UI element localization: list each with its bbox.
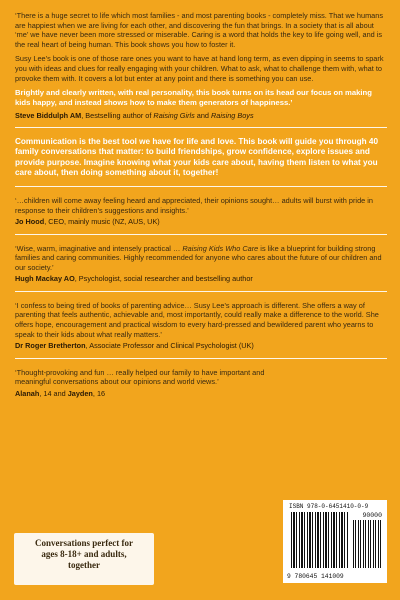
divider bbox=[15, 186, 387, 187]
attrib-name: Alanah bbox=[15, 388, 40, 398]
attrib-role: , 16 bbox=[92, 388, 106, 398]
testimonial-attribution bbox=[15, 274, 387, 283]
attrib-mid: , 14 and bbox=[39, 388, 68, 398]
age-badge bbox=[14, 533, 154, 585]
testimonial-quote: ‘I confess to being tired of books of parenting advice… Susy Lee’s approach is different. She offers a way of parenting that feels authentic, achievable and, most importantly, could really make a difference to the world. She offers hope, encouragement and practical wisdom to every hard-pressed and bewildered parent who yearns to speak to their kids about what really matters.’ bbox=[15, 300, 379, 339]
barcode-number: 9 780645 141009 bbox=[287, 573, 344, 580]
attrib-role: , Associate Professor and Clinical Psychologist (UK) bbox=[85, 341, 254, 351]
intro-paragraph-2: Susy Lee’s book is one of those rare ones you want to have at hand long term, as even dipping in seems to spark you with ideas and clues for really engaging with your children. What to ask, what to challenge them with, what to provoke them with. It covers a lot but enter at any point and there is something you can use. bbox=[15, 54, 384, 83]
divider bbox=[15, 234, 387, 235]
intro-paragraph-1: ‘There is a huge secret to life which most families - and most parenting books - completely miss. That we humans are happiest when we are living for each other, and discovering the fun that brings. In a society that is all about ‘me’ we have never been more stressed or miserable. Caring is a word that holds the key to life going well, and is the real heart of being human. This book shows you how to foster it. bbox=[15, 11, 384, 49]
isbn-text: ISBN 978-0-6451410-0-9 bbox=[289, 503, 369, 510]
attrib-role: , Bestselling author of bbox=[81, 110, 154, 120]
attrib-name: Jayden bbox=[67, 388, 93, 398]
attrib-name: Hugh Mackay AO bbox=[15, 274, 75, 284]
barcode-bars bbox=[291, 512, 349, 568]
testimonial-quote: ‘…children will come away feeling heard and appreciated, their opinions sought… adults will burst with pride in response to their children’s suggestions and insights.’ bbox=[15, 195, 373, 215]
quote-part: ‘Wise, warm, imaginative and intensely practical … bbox=[15, 243, 183, 253]
attrib-name: Jo Hood bbox=[15, 217, 45, 227]
badge-line: Conversations perfect for bbox=[35, 538, 133, 548]
testimonial-attribution bbox=[15, 341, 387, 350]
testimonial-attribution bbox=[15, 389, 387, 398]
barcode bbox=[283, 500, 387, 583]
divider bbox=[15, 127, 387, 128]
attrib-name: Dr Roger Bretherton bbox=[15, 341, 86, 351]
divider bbox=[15, 358, 387, 359]
attrib-book: Raising Girls bbox=[153, 110, 195, 120]
badge-line: ages 8-18+ and adults, bbox=[41, 549, 127, 559]
testimonial-quote: ‘Thought-provoking and fun … really helped our family to have important and meaningful conversations about our opinions and world views.’ bbox=[15, 367, 265, 387]
attrib-role: , CEO, mainly music (NZ, AUS, UK) bbox=[44, 217, 160, 227]
price-code: 90000 bbox=[362, 512, 382, 519]
quote-part: is like a blueprint for building strong families and caring communities. Highly recommended for anyone who cares about the future of our children and our society.’ bbox=[15, 243, 382, 272]
biddulph-attribution bbox=[15, 111, 387, 120]
attrib-name: Steve Biddulph AM bbox=[15, 110, 82, 120]
divider bbox=[15, 291, 387, 292]
biddulph-quote: Brightly and clearly written, with real personality, this book turns on its head our focus on making kids happy, and instead shows how to make them generators of happiness.’ bbox=[15, 88, 372, 107]
attrib-book: Raising Boys bbox=[211, 110, 254, 120]
badge-line: together bbox=[68, 560, 100, 570]
cover-text bbox=[15, 11, 387, 405]
attrib-and: and bbox=[194, 110, 212, 120]
communication-blurb: Communication is the best tool we have for life and love. This book will guide you through 40 family conversations that matter: to build friendships, grow confidence, explore issues and provide purpose. Imagine knowing what your kids care about, having them listen to what you care about, then doing something about it, together! bbox=[15, 137, 379, 177]
quote-book-title: Raising Kids Who Care bbox=[182, 243, 259, 253]
testimonial-attribution bbox=[15, 217, 387, 226]
testimonial-quote bbox=[15, 244, 387, 273]
attrib-role: , Psychologist, social researcher and bestselling author bbox=[74, 274, 253, 284]
barcode-addon-bars bbox=[353, 520, 381, 568]
